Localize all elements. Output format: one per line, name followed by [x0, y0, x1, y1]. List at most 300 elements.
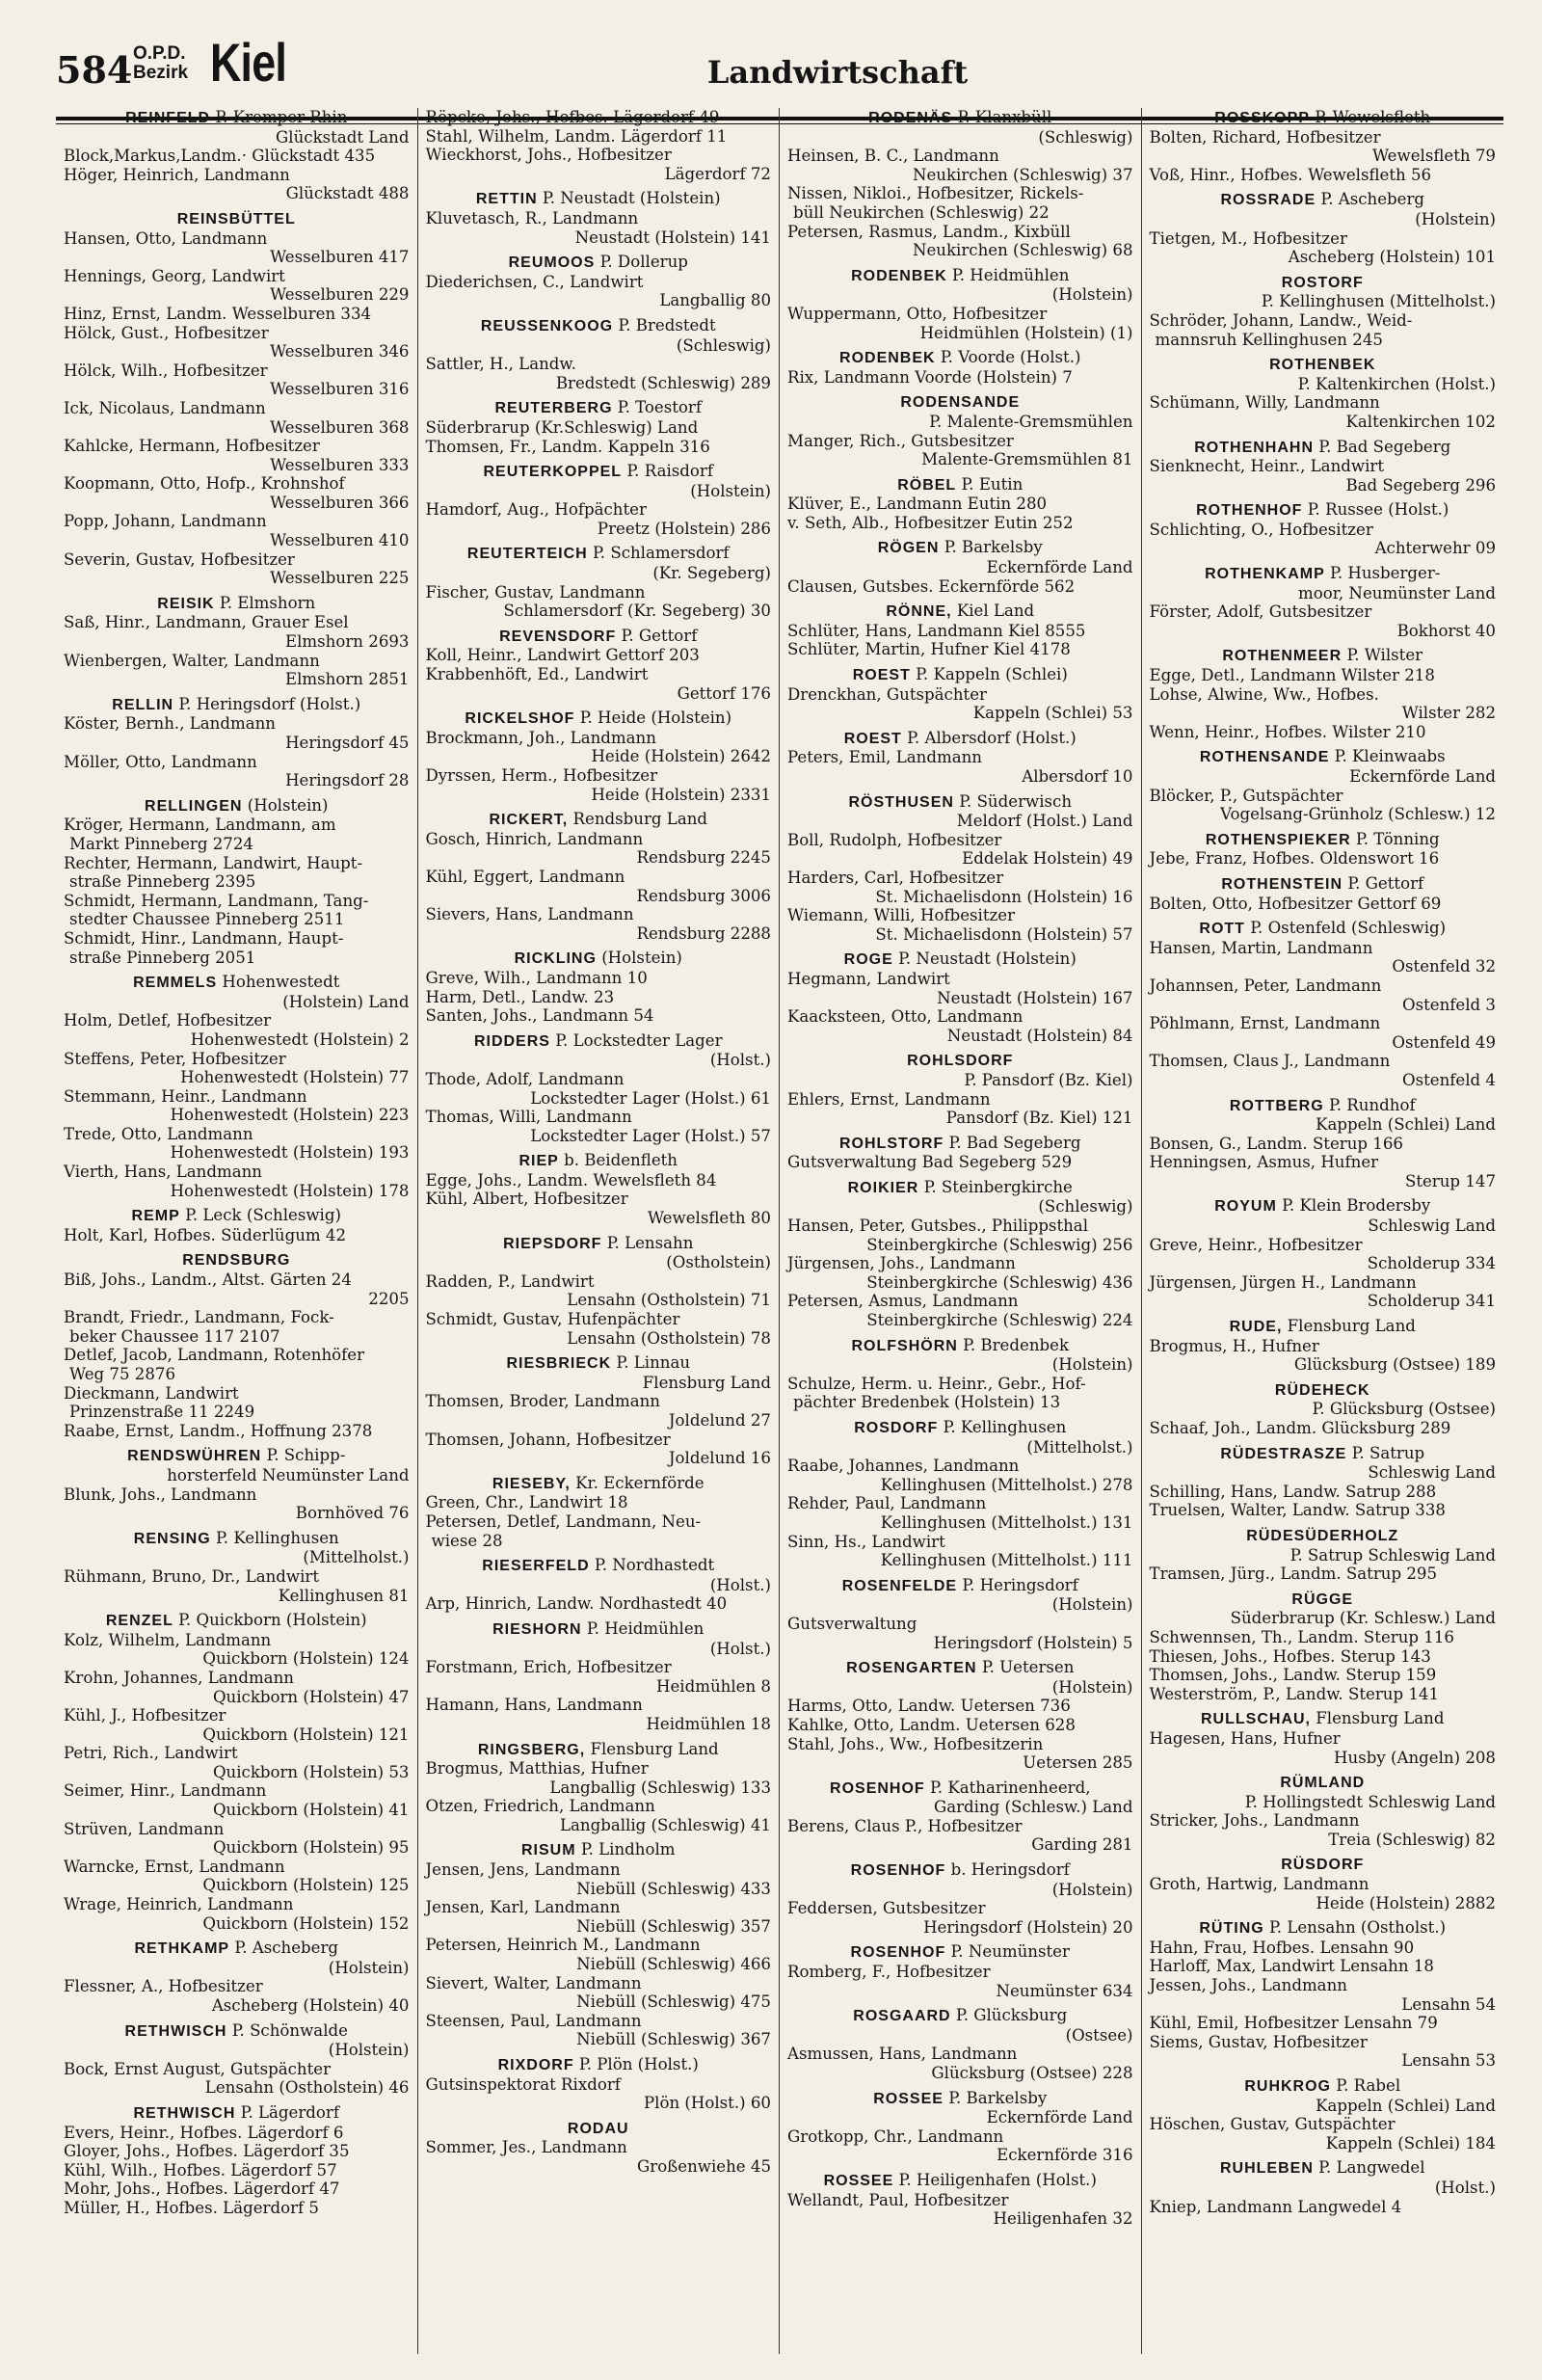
directory-entry — [1150, 1317, 1497, 1375]
place-heading — [426, 2119, 772, 2139]
listing-line: Lensahn (Ostholstein) 46 — [204, 2078, 410, 2098]
listing-line: Thomsen, Johs., Landw. Sterup 159 — [1149, 1666, 1437, 1685]
listing-line: Henningsen, Asmus, Hufner — [1149, 1153, 1379, 1172]
listing-line: Hohenwestedt (Holstein) 178 — [170, 1181, 410, 1200]
post-office: P. Ascheberg — [234, 1939, 339, 1958]
post-office: P. Glücksburg — [955, 2006, 1068, 2025]
listing-line: Egge, Johs., Landm. Wewelsfleth 84 — [425, 1170, 717, 1190]
listing-line: Hohenwestedt (Holstein) 193 — [170, 1143, 410, 1163]
place-heading — [64, 1611, 410, 1631]
place-heading — [1150, 874, 1497, 895]
listing-line: Glückstadt 488 — [285, 184, 410, 203]
post-office: P. Heidmühlen — [951, 265, 1070, 284]
listing-line: Hansen, Peter, Gutsbes., Philippsthal — [787, 1217, 1089, 1236]
place-name: RICKERT, — [489, 812, 569, 829]
listing-line: Kellinghusen 81 — [278, 1586, 410, 1605]
listing-line: mannsruh Kellinghusen 245 — [1155, 330, 1383, 349]
listing-line: Heide (Holstein) 2882 — [1316, 1893, 1496, 1912]
listing-line: Wewelsfleth 79 — [1371, 147, 1496, 166]
listing-line: Weg 75 2876 — [69, 1365, 176, 1383]
directory-entry — [64, 796, 410, 967]
place-heading — [426, 253, 772, 273]
place-name: RIESEBY, — [492, 1475, 571, 1492]
directory-entry — [426, 2055, 772, 2113]
listing-line: Hohenwestedt (Holstein) 223 — [170, 1106, 410, 1125]
place-heading — [64, 2103, 410, 2124]
post-office: (Holstein) — [247, 795, 329, 815]
listing-line: Malente-Gremsmühlen 81 — [921, 450, 1133, 469]
place-heading — [64, 1529, 410, 1549]
listing-line: Mohr, Johs., Hofbes. Lägerdorf 47 — [64, 2179, 340, 2199]
directory-entry — [787, 949, 1133, 1045]
listing-line: Langballig (Schleswig) 133 — [549, 1778, 771, 1797]
listing-line: Neukirchen (Schleswig) 68 — [912, 241, 1133, 260]
listing-line: Lohse, Alwine, Ww., Hofbes. — [1149, 684, 1379, 704]
directory-entry — [426, 1353, 772, 1468]
place-heading — [426, 398, 772, 418]
listing-line: P. Glücksburg (Ostsee) — [1312, 1400, 1496, 1419]
listing-line: (Kr. Segeberg) — [652, 564, 771, 583]
post-office: P. Schönwalde — [231, 2020, 348, 2040]
post-office: P. Klein Brodersby — [1282, 1196, 1431, 1216]
post-office: P. Steinbergkirche — [923, 1177, 1073, 1196]
listing-line: Greve, Heinr., Hofbesitzer — [1149, 1235, 1363, 1254]
place-name: ROIKIER — [847, 1179, 919, 1196]
directory-entry — [787, 1778, 1133, 1855]
listing-line: Bolten, Richard, Hofbesitzer — [1149, 127, 1381, 147]
place-heading — [64, 108, 410, 128]
listing-line: Heide (Holstein) 2642 — [591, 747, 771, 766]
listing-line: Asmussen, Hans, Landmann — [787, 2045, 1018, 2064]
place-name: ROEST — [843, 730, 902, 747]
directory-entry — [1150, 874, 1497, 913]
place-name: ROSENHOF — [850, 1944, 946, 1962]
place-heading — [787, 1778, 1133, 1799]
listing-line: Bad Segeberg 296 — [1345, 475, 1496, 495]
listing-line: (Holstein) Land — [282, 992, 410, 1011]
listing-line: Voß, Hinr., Hofbes. Wewelsfleth 56 — [1149, 165, 1432, 184]
listing-line: Hinz, Ernst, Landm. Wesselburen 334 — [64, 304, 372, 323]
place-heading — [1150, 1096, 1497, 1116]
listing-line: Quickborn (Holstein) 41 — [212, 1801, 410, 1820]
listing-line: Detlef, Jacob, Landmann, Rotenhöfer — [64, 1346, 365, 1365]
listing-line: Romberg, F., Hofbesitzer — [787, 1963, 991, 1982]
post-office: P. Albersdorf (Holst.) — [907, 728, 1077, 747]
listing-line: Wiemann, Willi, Hofbesitzer — [787, 906, 1016, 925]
place-name: ROSSRADE — [1220, 192, 1316, 209]
listing-line: Ick, Nicolaus, Landmann — [64, 398, 266, 417]
post-office: P. Eutin — [961, 474, 1024, 494]
listing-line: Koopmann, Otto, Hofp., Krohnshof — [64, 474, 345, 494]
listing-line: Petersen, Rasmus, Landm., Kixbüll — [787, 222, 1071, 241]
listing-line: Schmidt, Hermann, Landmann, Tang- — [64, 891, 369, 910]
listing-line: Biß, Johs., Landm., Altst. Gärten 24 — [64, 1270, 352, 1290]
listing-line: St. Michaelisdonn (Holstein) 57 — [875, 924, 1133, 944]
directory-entry — [1150, 190, 1497, 266]
place-name: ROSENHOF — [830, 1779, 925, 1797]
listing-line: Koll, Heinr., Landwirt Gettorf 203 — [425, 646, 700, 665]
directory-entry — [787, 729, 1133, 787]
listing-line: Steinbergkirche (Schleswig) 436 — [866, 1272, 1133, 1292]
post-office: P. Barkelsby — [948, 2088, 1048, 2107]
directory-entry — [426, 1031, 772, 1146]
post-office: Kr. Eckernförde — [575, 1473, 705, 1492]
listing-line: Harders, Carl, Hofbesitzer — [787, 868, 1004, 887]
directory-entry — [426, 1740, 772, 1835]
place-name: RUHLEBEN — [1219, 2160, 1314, 2178]
post-office: P. Uetersen — [981, 1658, 1075, 1677]
listing-line: Steinbergkirche (Schleswig) 256 — [866, 1235, 1133, 1254]
listing-line: P. Kellinghusen (Mittelholst.) — [1261, 292, 1496, 311]
post-office: P. Neumünster — [950, 1942, 1070, 1962]
listing-line: Rendsburg 3006 — [636, 886, 771, 905]
post-office: P. Kremper Rhin — [215, 108, 348, 126]
listing-line: (Holst.) — [709, 1639, 771, 1658]
listing-line: (Holstein) — [1051, 1677, 1133, 1697]
place-heading — [426, 1740, 772, 1760]
place-name: RIXDORF — [497, 2057, 574, 2073]
listing-line: Neukirchen (Schleswig) 37 — [912, 165, 1133, 184]
directory-entry — [64, 973, 410, 1200]
listing-line: Rehder, Paul, Landmann — [787, 1494, 987, 1513]
listing-line: Wesselburen 410 — [270, 531, 410, 550]
directory-entry — [787, 1336, 1133, 1412]
place-heading — [64, 1446, 410, 1466]
listing-line: Brogmus, H., Hufner — [1149, 1336, 1319, 1355]
listing-line: Forstmann, Erich, Hofbesitzer — [425, 1658, 672, 1677]
place-heading — [426, 544, 772, 564]
listing-line: Dyrssen, Herm., Hofbesitzer — [425, 766, 658, 785]
post-office: P. Ostenfeld (Schleswig) — [1250, 919, 1447, 938]
place-heading — [426, 1474, 772, 1494]
listing-line: Markt Pinneberg 2724 — [69, 834, 253, 853]
listing-line: (Holstein) — [690, 481, 771, 500]
page-header — [56, 27, 1503, 94]
place-heading — [787, 665, 1133, 685]
place-name: RENDSWÜHREN — [127, 1448, 262, 1465]
listing-line: Thiesen, Johs., Hofbes. Sterup 143 — [1149, 1646, 1431, 1666]
listing-line: Stahl, Wilhelm, Landm. Lägerdorf 11 — [425, 126, 728, 146]
column-3 — [780, 108, 1142, 2354]
place-name: RIESERFELD — [482, 1558, 590, 1575]
listing-line: Prinzenstraße 11 2249 — [69, 1403, 255, 1422]
listing-line: Wesselburen 316 — [270, 380, 410, 399]
listing-line: Wewelsfleth 80 — [647, 1209, 771, 1228]
listing-line: Blöcker, P., Gutspächter — [1149, 786, 1343, 805]
listing-line: Neumünster 634 — [996, 1981, 1133, 2000]
listing-line: Höger, Heinrich, Landmann — [64, 165, 290, 184]
place-heading — [787, 348, 1133, 368]
listing-line: Santen, Johs., Landmann 54 — [425, 1006, 654, 1026]
page-number: 584 — [56, 48, 133, 92]
place-heading — [426, 2055, 772, 2075]
listing-line: Fischer, Gustav, Landmann — [425, 582, 646, 602]
listing-line: Saß, Hinr., Landmann, Grauer Esel — [64, 613, 349, 632]
post-office: P. Heide (Holstein) — [579, 709, 732, 728]
place-heading — [1150, 1196, 1497, 1217]
place-name: ROEST — [852, 667, 911, 684]
place-name: RINGSBERG, — [477, 1741, 586, 1758]
listing-line: Schmidt, Hinr., Landmann, Haupt- — [64, 928, 344, 948]
place-heading — [64, 2021, 410, 2042]
listing-line: Schlüter, Martin, Hufner Kiel 4178 — [787, 640, 1071, 659]
listing-line: straße Pinneberg 2395 — [69, 872, 256, 892]
place-heading — [1150, 108, 1497, 128]
post-office: P. Bad Segeberg — [948, 1133, 1081, 1152]
listing-line: Scholderup 341 — [1367, 1292, 1496, 1311]
directory-entry — [1150, 1773, 1497, 1849]
place-heading — [426, 1556, 772, 1576]
place-name: RENDSBURG — [182, 1252, 291, 1270]
place-heading — [426, 1151, 772, 1171]
place-heading — [1150, 190, 1497, 210]
place-heading — [787, 2171, 1133, 2191]
listing-line: Rechter, Hermann, Landwirt, Haupt- — [64, 853, 363, 872]
post-office: P. Husberger- — [1330, 564, 1441, 583]
listing-line: beker Chaussee 117 2107 — [69, 1326, 280, 1346]
listing-line: Niebüll (Schleswig) 433 — [576, 1879, 771, 1898]
listing-line: Joldelund 27 — [668, 1411, 771, 1430]
place-name: ROSTORF — [1281, 274, 1364, 291]
place-name: REUTERKOPPEL — [483, 464, 623, 481]
listing-line: Rühmann, Bruno, Dr., Landwirt — [64, 1566, 320, 1586]
place-name: RETHKAMP — [134, 1940, 230, 1958]
listing-line: Radden, P., Landwirt — [425, 1271, 595, 1291]
column-2 — [418, 108, 781, 2354]
place-name: RENSING — [133, 1530, 211, 1547]
listing-line: Steinbergkirche (Schleswig) 224 — [866, 1311, 1133, 1330]
place-heading — [1150, 2158, 1497, 2179]
place-name: RETHWISCH — [133, 2104, 236, 2122]
post-office: P. Lensahn — [606, 1233, 694, 1252]
listing-line: Nissen, Nikloi., Hofbesitzer, Rickels- — [787, 184, 1084, 203]
listing-line: Heide (Holstein) 2331 — [591, 785, 771, 804]
listing-line: Neustadt (Holstein) 167 — [937, 988, 1133, 1007]
listing-line: (Ostholstein) — [666, 1253, 771, 1272]
listing-line: Harloff, Max, Landwirt Lensahn 18 — [1149, 1957, 1434, 1976]
listing-line: Kühl, Eggert, Landmann — [425, 867, 625, 886]
listing-line: Greve, Wilh., Landmann 10 — [425, 968, 648, 987]
listing-line: P. Pansdorf (Bz. Kiel) — [964, 1070, 1133, 1089]
listing-line: Schmidt, Gustav, Hufenpächter — [425, 1310, 680, 1329]
listing-line: Sievert, Walter, Landmann — [425, 1973, 642, 1992]
directory-entry — [787, 1134, 1133, 1172]
listing-line: Kühl, Wilh., Hofbes. Lägerdorf 57 — [64, 2160, 337, 2179]
post-office: (Holstein) — [601, 949, 682, 968]
listing-line: Lockstedter Lager (Holst.) 57 — [530, 1126, 771, 1145]
listing-line: Brockmann, Joh., Landmann — [425, 728, 656, 747]
place-name: REMMELS — [133, 975, 218, 992]
listing-line: Kluvetasch, R., Landmann — [425, 208, 639, 227]
directory-entry — [426, 253, 772, 310]
listing-line: Hamdorf, Aug., Hofpächter — [425, 500, 647, 520]
place-heading — [426, 709, 772, 729]
listing-line: Eddelak Holstein) 49 — [962, 849, 1133, 869]
directory-entry — [787, 392, 1133, 468]
place-heading — [64, 796, 410, 816]
directory-entry — [1150, 1855, 1497, 1912]
post-office: P. Raisdorf — [626, 462, 713, 481]
place-name: RÖBEL — [897, 476, 957, 494]
place-heading — [1150, 438, 1497, 458]
directory-entry — [1150, 108, 1497, 184]
directory-entry — [787, 266, 1133, 342]
directory-entry — [1150, 1444, 1497, 1520]
directory-entry — [64, 1611, 410, 1933]
place-heading — [426, 1031, 772, 1052]
listing-line: Schümann, Willy, Landmann — [1149, 393, 1380, 413]
listing-line: (Holstein) — [328, 2041, 410, 2060]
listing-line: Heringsdorf (Holstein) 5 — [933, 1633, 1133, 1652]
place-heading — [1150, 2076, 1497, 2097]
place-name: ROHLSDORF — [907, 1053, 1014, 1070]
listing-line: Kappeln (Schlei) 53 — [972, 704, 1133, 723]
place-name: ROTHENSPIEKER — [1205, 831, 1351, 848]
post-office: P. Gettorf — [1347, 873, 1424, 893]
directory-entry — [426, 1556, 772, 1614]
directory-entry — [787, 1860, 1133, 1937]
listing-line: Jürgensen, Johs., Landmann — [787, 1254, 1016, 1273]
listing-line: Jürgensen, Jürgen H., Landmann — [1149, 1272, 1417, 1292]
directory-entry — [787, 1178, 1133, 1330]
post-office: Flensburg Land — [1287, 1317, 1416, 1336]
listing-line: Kühl, Emil, Hofbesitzer Lensahn 79 — [1149, 2014, 1438, 2033]
place-heading — [787, 1418, 1133, 1438]
place-heading — [1150, 1773, 1497, 1793]
place-heading — [426, 316, 772, 336]
directory-entry — [787, 665, 1133, 723]
listing-line: Flensburg Land — [642, 1373, 771, 1392]
post-office: P. Kellinghusen — [215, 1528, 339, 1547]
listing-line: Arp, Hinrich, Landw. Nordhastedt 40 — [425, 1594, 728, 1614]
listing-line: Wilster 282 — [1401, 704, 1496, 723]
directory-entry — [64, 594, 410, 689]
listing-line: Niebüll (Schleswig) 466 — [576, 1955, 771, 1974]
listing-line: Egge, Detl., Landmann Wilster 218 — [1149, 666, 1435, 685]
listing-line: Kniep, Landmann Langwedel 4 — [1149, 2197, 1402, 2216]
place-name: ROSENGARTEN — [846, 1660, 977, 1677]
listing-line: Pöhlmann, Ernst, Landmann — [1149, 1014, 1381, 1033]
post-office: Rendsburg Land — [572, 810, 708, 829]
listing-line: Wieckhorst, Johs., Hofbesitzer — [425, 146, 672, 165]
listing-line: Garding (Schlesw.) Land — [933, 1798, 1133, 1817]
post-office: P. Lindholm — [580, 1840, 676, 1859]
listing-line: Heiligenhafen 32 — [993, 2209, 1133, 2229]
place-name: ROGE — [843, 951, 893, 969]
place-heading — [787, 538, 1133, 558]
place-name: RIEPSDORF — [503, 1235, 602, 1252]
post-office: b. Beidenfleth — [564, 1151, 678, 1170]
post-office: P. Quickborn (Holstein) — [178, 1611, 367, 1630]
listing-line: Garding 281 — [1031, 1835, 1133, 1855]
place-heading — [787, 1178, 1133, 1198]
listing-line: büll Neukirchen (Schleswig) 22 — [793, 202, 1050, 222]
place-heading — [426, 949, 772, 969]
listing-line: Hölck, Wilh., Hofbesitzer — [64, 361, 268, 380]
listing-line: Hansen, Martin, Landmann — [1149, 938, 1373, 957]
place-name: RIESHORN — [492, 1620, 582, 1638]
place-name: RIESBRIECK — [506, 1355, 612, 1373]
opd-abbrev: O.P.D. — [133, 43, 186, 64]
listing-line: pächter Bredenbek (Holstein) 13 — [793, 1393, 1061, 1412]
listing-line: Albersdorf 10 — [1022, 767, 1133, 786]
listing-line: Hagesen, Hans, Hufner — [1149, 1728, 1341, 1748]
listing-line: moor, Neumünster Land — [1298, 583, 1496, 602]
listing-line: Schlamersdorf (Kr. Segeberg) 30 — [503, 602, 771, 621]
directory-entry — [426, 398, 772, 456]
post-office: P. Leck (Schleswig) — [185, 1206, 341, 1225]
directory-entry — [426, 1840, 772, 2049]
directory-entry — [64, 108, 410, 203]
listing-line: 2205 — [368, 1289, 410, 1308]
place-heading — [787, 792, 1133, 813]
listing-line: Hölck, Gust., Hofbesitzer — [64, 323, 269, 342]
listing-line: Süderbrarup (Kr.Schleswig) Land — [425, 417, 699, 437]
post-office: P. Schipp- — [266, 1446, 346, 1465]
directory-entry — [426, 1151, 772, 1227]
post-office: P. Kellinghusen — [943, 1418, 1067, 1436]
directory-entry — [426, 1474, 772, 1550]
listing-line: Heinsen, B. C., Landmann — [787, 147, 999, 166]
listing-line: Röpcke, Johs., Hofbes. Lägerdorf 49 — [425, 108, 720, 126]
listing-line: Köster, Bernh., Landmann — [64, 714, 276, 734]
listing-line: Peters, Emil, Landmann — [787, 748, 982, 767]
directory-columns — [56, 108, 1503, 2354]
listing-line: Rendsburg 2288 — [636, 923, 771, 943]
listing-line: Johannsen, Peter, Landmann — [1149, 976, 1382, 995]
directory-entry — [426, 1234, 772, 1349]
place-heading — [787, 266, 1133, 286]
place-heading — [64, 1250, 410, 1270]
place-heading — [787, 602, 1133, 622]
listing-line: Wesselburen 417 — [270, 248, 410, 267]
place-heading — [1150, 830, 1497, 850]
listing-line: Schwennsen, Th., Landm. Sterup 116 — [1149, 1627, 1454, 1646]
listing-line: Wienbergen, Walter, Landmann — [64, 651, 320, 670]
place-name: RETHWISCH — [124, 2022, 227, 2040]
directory-entry — [1150, 273, 1497, 349]
directory-entry — [1150, 747, 1497, 823]
listing-line: Treia (Schleswig) 82 — [1328, 1830, 1496, 1849]
place-heading — [64, 209, 410, 229]
listing-line: Block,Markus,Landm.· Glückstadt 435 — [64, 147, 376, 166]
listing-line: Kahlcke, Hermann, Hofbesitzer — [64, 437, 320, 456]
listing-line: Schlichting, O., Hofbesitzer — [1149, 520, 1373, 539]
directory-entry — [64, 209, 410, 588]
directory-entry — [787, 792, 1133, 945]
place-name: REINFELD — [125, 110, 211, 126]
column-1 — [56, 108, 418, 2354]
place-name: ROTT — [1199, 921, 1245, 938]
directory-entry — [426, 189, 772, 247]
listing-line: Ostenfeld 4 — [1401, 1070, 1496, 1089]
post-office: P. Toestorf — [617, 398, 702, 417]
place-name: RÜDESTRASZE — [1220, 1445, 1347, 1462]
listing-line: Ostenfeld 49 — [1392, 1032, 1496, 1052]
listing-line: Thomsen, Claus J., Landmann — [1149, 1052, 1391, 1071]
listing-line: Kellinghusen (Mittelholst.) 278 — [880, 1475, 1133, 1494]
place-name: ROTHENSANDE — [1199, 749, 1330, 766]
listing-line: Husby (Angeln) 208 — [1334, 1748, 1496, 1767]
directory-entry — [64, 695, 410, 790]
listing-line: Kahlke, Otto, Landm. Uetersen 628 — [787, 1715, 1076, 1734]
place-heading — [426, 1353, 772, 1374]
listing-line: Lensahn 54 — [1401, 1994, 1496, 2014]
listing-line: Kühl, Albert, Hofbesitzer — [425, 1190, 628, 1209]
place-name: RÜTING — [1199, 1920, 1264, 1938]
listing-line: Sterup 147 — [1404, 1171, 1496, 1190]
post-office: P. Neustadt (Holstein) — [898, 949, 1077, 969]
